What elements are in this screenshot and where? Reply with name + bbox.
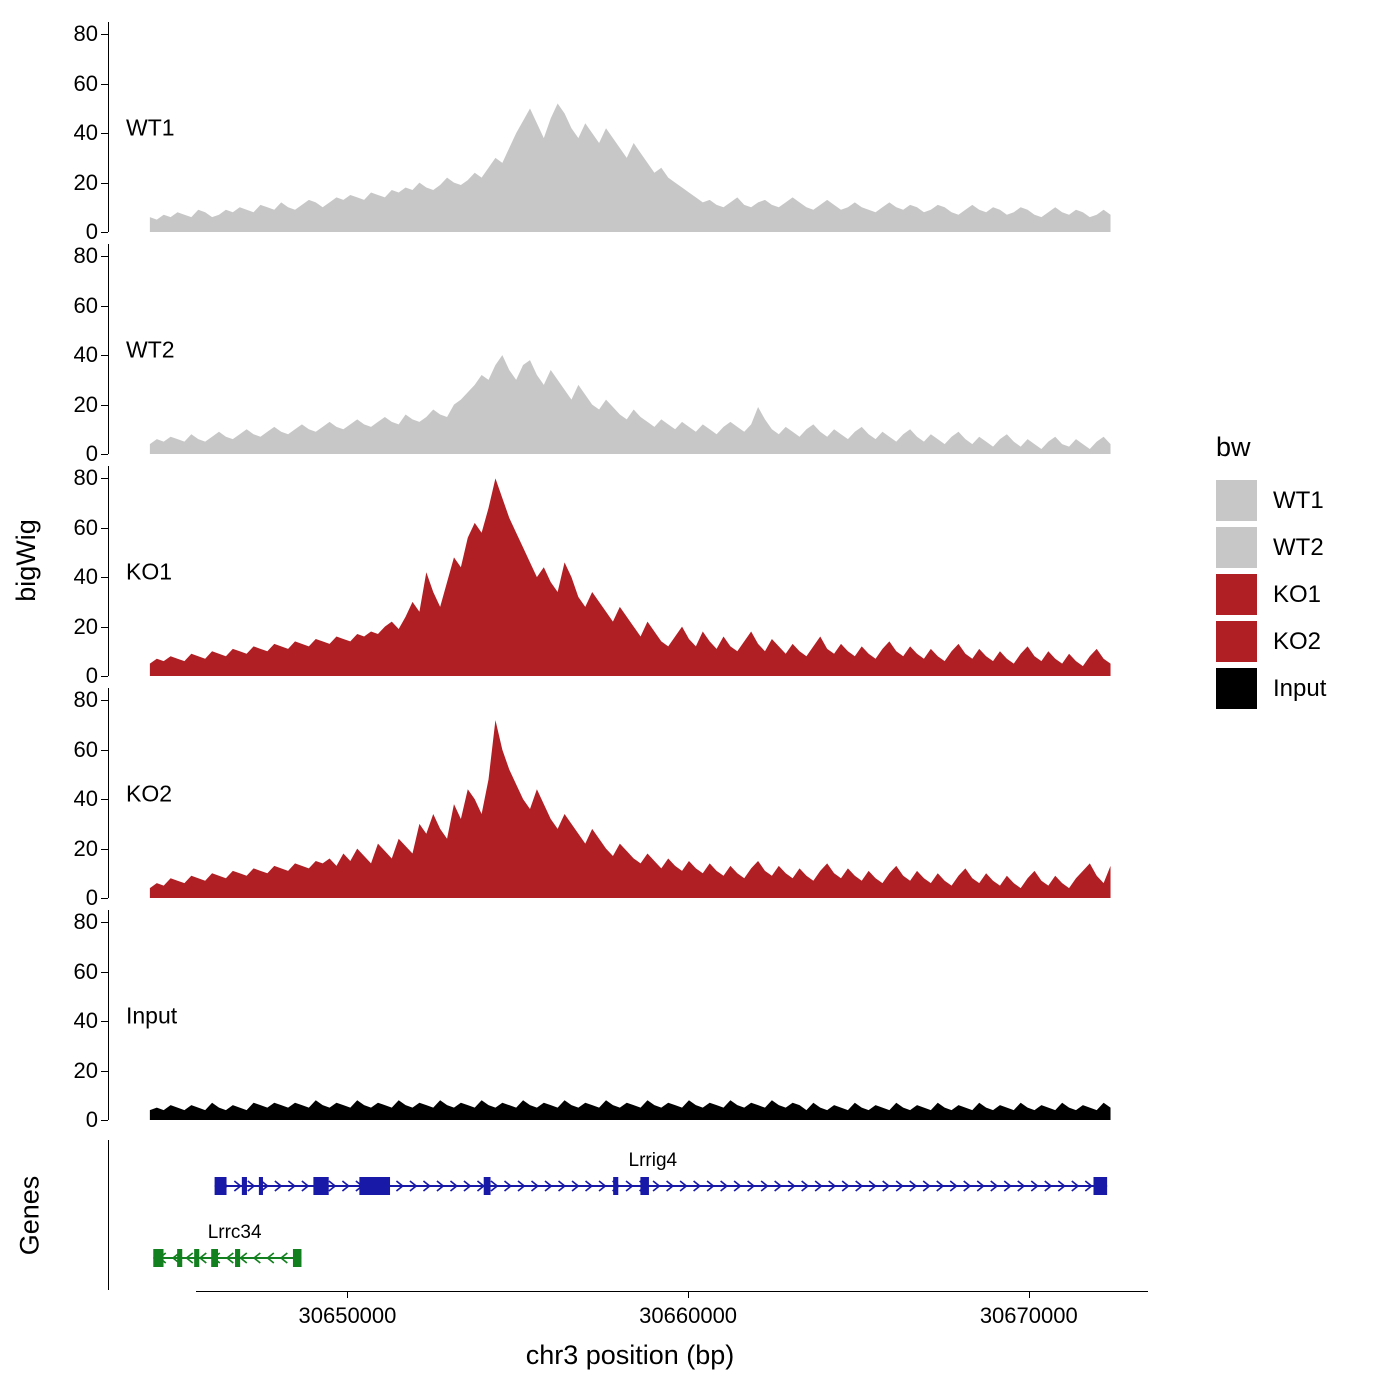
track-label-wt2: WT2 [126, 336, 175, 363]
legend-label: KO1 [1273, 580, 1322, 608]
plot-area-ko2 [109, 688, 1148, 898]
gene-label-lrrc34: Lrrc34 [207, 1222, 262, 1243]
x-axis [108, 1291, 1148, 1341]
y-tick-mark [101, 34, 108, 35]
x-tick-mark [347, 1291, 348, 1298]
y-tick-mark [101, 355, 108, 356]
track-label-input: Input [126, 1002, 178, 1029]
y-tick-mark [101, 577, 108, 578]
y-tick-mark [101, 1120, 108, 1121]
legend-item-ko1 [1216, 571, 1386, 618]
y-tick-label: 80 [73, 243, 98, 269]
plot-area-ko1 [109, 466, 1148, 676]
legend-swatch [1216, 527, 1257, 568]
x-axis-line [196, 1291, 1148, 1292]
y-tick-label: 80 [73, 465, 98, 491]
y-tick-label: 80 [73, 687, 98, 713]
y-tick-mark [101, 922, 108, 923]
plot-area-wt2 [109, 244, 1148, 454]
y-tick-mark [101, 84, 108, 85]
y-tick-mark [101, 627, 108, 628]
y-tick-label: 40 [73, 786, 98, 812]
y-tick-mark [101, 256, 108, 257]
y-tick-mark [101, 1021, 108, 1022]
y-tick-label: 20 [73, 169, 98, 195]
legend-label: WT1 [1273, 486, 1324, 514]
genes-axis-title: Genes [14, 1175, 45, 1255]
y-tick-label: 0 [85, 441, 98, 466]
y-tick-mark [101, 972, 108, 973]
plot-area-wt1 [109, 22, 1148, 232]
track-wt2 [73, 243, 1148, 466]
y-tick-label: 80 [73, 909, 98, 935]
track-ko2 [73, 687, 1148, 910]
legend-label: WT2 [1273, 533, 1324, 561]
track-input [73, 909, 1148, 1132]
track-label-ko2: KO2 [126, 780, 173, 807]
x-tick-label: 30670000 [979, 1303, 1078, 1328]
legend-swatch [1216, 574, 1257, 615]
y-tick-label: 60 [73, 514, 98, 540]
legend-label: Input [1273, 674, 1327, 702]
gene-label-lrrig4: Lrrig4 [628, 1150, 678, 1171]
y-tick-label: 40 [73, 564, 98, 590]
y-tick-label: 60 [73, 958, 98, 984]
legend-swatch [1216, 621, 1257, 662]
legend-label: KO2 [1273, 627, 1322, 655]
y-tick-mark [101, 700, 108, 701]
x-tick-mark [1029, 1291, 1030, 1298]
y-tick-mark [101, 232, 108, 233]
track-wt1 [73, 21, 1148, 244]
y-tick-mark [101, 750, 108, 751]
y-tick-label: 20 [73, 391, 98, 417]
y-tick-label: 60 [73, 70, 98, 96]
y-tick-mark [101, 676, 108, 677]
genes-plot-area [109, 1140, 1148, 1290]
y-tick-label: 0 [85, 663, 98, 688]
track-ko1 [73, 465, 1148, 688]
y-tick-label: 20 [73, 835, 98, 861]
y-tick-label: 60 [73, 736, 98, 762]
y-tick-mark [101, 405, 108, 406]
x-tick-label: 30660000 [639, 1303, 738, 1328]
y-tick-label: 0 [85, 1107, 98, 1132]
legend-title: bw [1216, 432, 1251, 462]
y-tick-label: 40 [73, 1008, 98, 1034]
y-tick-label: 0 [85, 885, 98, 910]
y-tick-mark [101, 849, 108, 850]
y-tick-mark [101, 528, 108, 529]
legend [1216, 432, 1386, 712]
y-tick-label: 20 [73, 613, 98, 639]
y-tick-label: 40 [73, 120, 98, 146]
track-label-wt1: WT1 [126, 114, 175, 141]
track-label-ko1: KO1 [126, 558, 173, 585]
y-tick-mark [101, 898, 108, 899]
y-tick-label: 80 [73, 21, 98, 47]
y-axis-title: bigWig [10, 518, 41, 602]
y-tick-label: 0 [85, 219, 98, 244]
y-tick-mark [101, 1071, 108, 1072]
legend-swatch [1216, 480, 1257, 521]
y-tick-label: 60 [73, 292, 98, 318]
y-tick-label: 20 [73, 1057, 98, 1083]
genes-panel [108, 1140, 1148, 1290]
legend-items [1216, 477, 1386, 712]
x-tick-label: 30650000 [298, 1303, 397, 1328]
y-tick-label: 40 [73, 342, 98, 368]
y-tick-mark [101, 306, 108, 307]
legend-item-wt2 [1216, 524, 1386, 571]
legend-item-ko2 [1216, 618, 1386, 665]
plot-area-input [109, 910, 1148, 1120]
x-tick-mark [688, 1291, 689, 1298]
legend-item-input [1216, 665, 1386, 712]
y-tick-mark [101, 454, 108, 455]
x-axis-title: chr3 position (bp) [525, 1340, 735, 1370]
legend-swatch [1216, 668, 1257, 709]
y-tick-mark [101, 133, 108, 134]
y-tick-mark [101, 799, 108, 800]
y-tick-mark [101, 183, 108, 184]
legend-item-wt1 [1216, 477, 1386, 524]
y-tick-mark [101, 478, 108, 479]
